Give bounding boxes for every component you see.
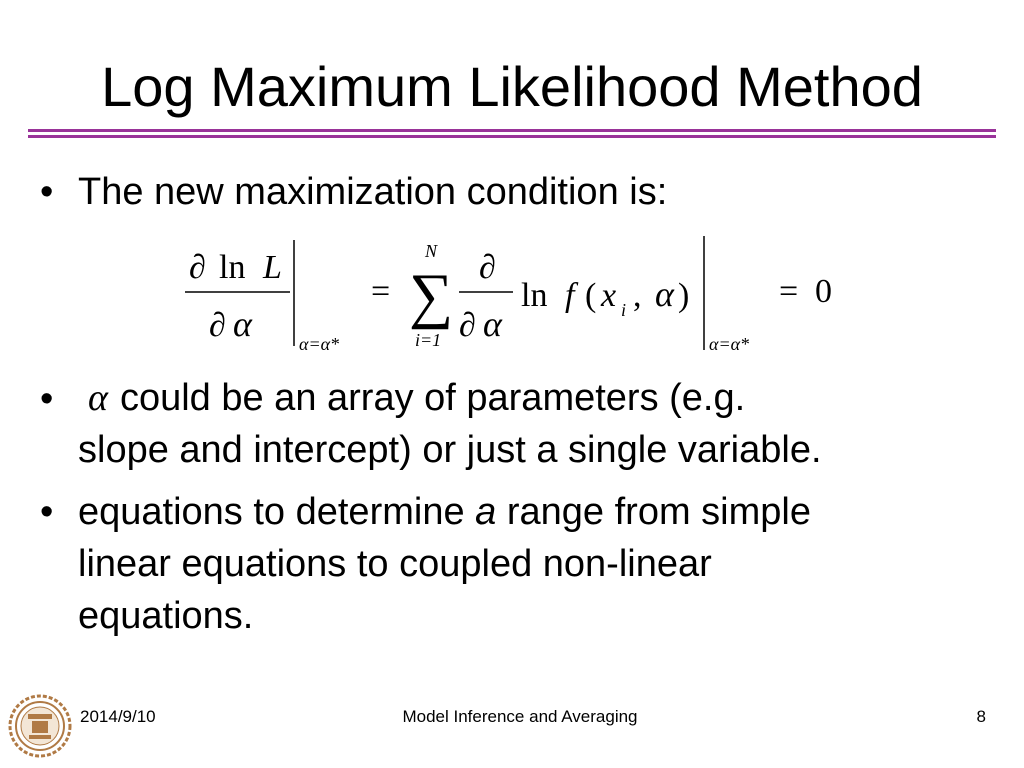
bullet-3-text-after: range from simple bbox=[496, 491, 811, 533]
bullet-2-line-1 bbox=[78, 372, 745, 424]
ln-label: ln bbox=[219, 249, 246, 286]
bullet-marker-2: • bbox=[40, 378, 54, 420]
close-paren: ) bbox=[678, 277, 690, 314]
subscript-i: i bbox=[621, 300, 627, 320]
equals-sign: = bbox=[371, 273, 391, 310]
evaluation-subscript-1: α=α* bbox=[299, 334, 340, 354]
partial-symbol: ∂ bbox=[189, 249, 206, 286]
ln-label: ln bbox=[521, 277, 548, 314]
alpha-symbol: α bbox=[233, 304, 252, 344]
maximization-equation bbox=[175, 230, 855, 360]
open-paren: ( bbox=[585, 277, 597, 314]
bullet-3-text-before: equations to determine bbox=[78, 491, 476, 533]
footer-date: 2014/9/10 bbox=[80, 707, 156, 726]
sum-symbol: ∑ bbox=[409, 262, 454, 330]
alpha-symbol: α bbox=[483, 304, 502, 344]
bullet-2-line-2: slope and intercept) or just a single variable. bbox=[78, 429, 822, 471]
equals-sign: = bbox=[779, 273, 799, 310]
zero: 0 bbox=[815, 273, 832, 310]
bullet-3-italic-a: a bbox=[475, 491, 497, 533]
alpha-symbol: α bbox=[88, 377, 108, 419]
function-f: f bbox=[565, 277, 575, 314]
bullet-3-line-3: equations. bbox=[78, 595, 254, 637]
partial-symbol: ∂ bbox=[209, 307, 226, 344]
title-divider-bottom bbox=[28, 135, 996, 138]
title-divider-top bbox=[28, 129, 996, 132]
bullet-3-line-2: linear equations to coupled non-linear bbox=[78, 543, 712, 585]
university-seal-logo bbox=[8, 694, 72, 758]
evaluation-subscript-2: α=α* bbox=[709, 334, 750, 354]
slide-number: 8 bbox=[976, 707, 986, 726]
alpha-symbol: α bbox=[655, 274, 674, 314]
slide-title: Log Maximum Likelihood Method bbox=[101, 55, 923, 118]
footer-title: Model Inference and Averaging bbox=[402, 707, 638, 726]
bullet-1-text: The new maximization condition is: bbox=[78, 171, 668, 213]
sum-lower-limit: i=1 bbox=[415, 330, 442, 350]
bullet-marker-1: • bbox=[40, 171, 54, 213]
partial-symbol: ∂ bbox=[479, 249, 496, 286]
bullet-2-text-1: could be an array of parameters (e.g. bbox=[119, 377, 746, 419]
bullet-3-line-1 bbox=[78, 486, 811, 538]
comma: , bbox=[633, 277, 642, 314]
likelihood-L: L bbox=[263, 249, 282, 286]
partial-symbol: ∂ bbox=[459, 307, 476, 344]
bullet-marker-3: • bbox=[40, 491, 54, 533]
variable-x: x bbox=[601, 277, 617, 314]
sum-upper-limit: N bbox=[425, 241, 438, 261]
